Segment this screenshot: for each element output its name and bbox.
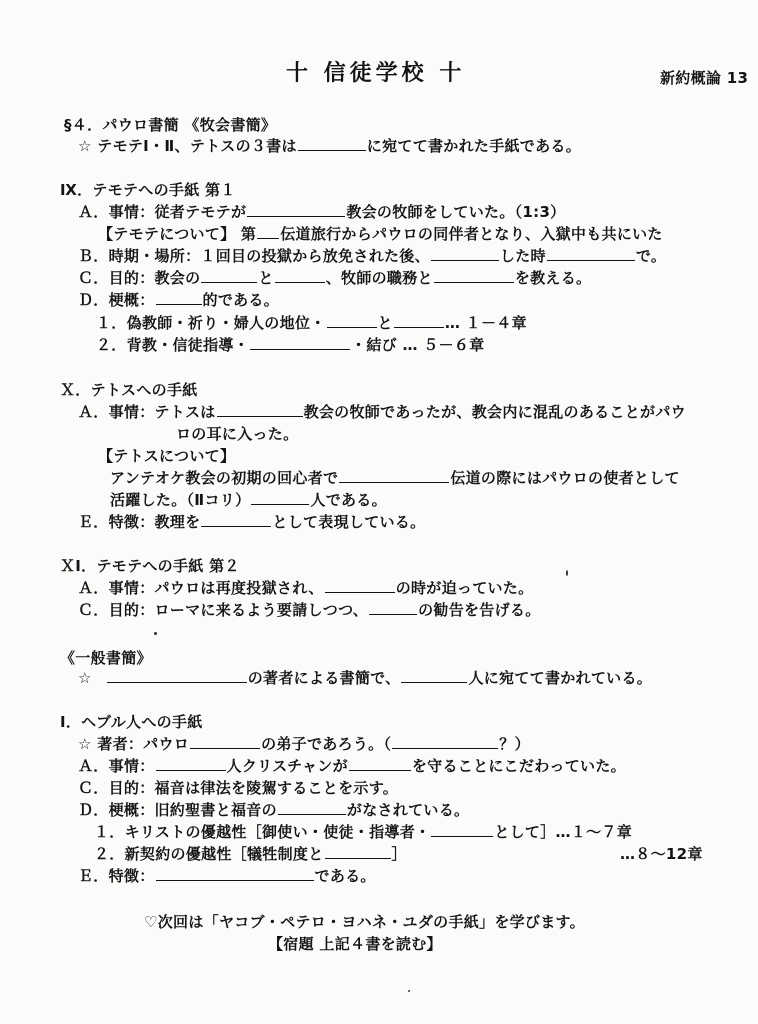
text: ☆: [78, 669, 92, 687]
blank: [257, 224, 279, 239]
s10-a-line: [78, 402, 686, 422]
s9-b-line: [78, 246, 666, 266]
text: 活躍した。（Ⅱコリ）: [110, 491, 251, 509]
scan-speck: [566, 570, 568, 576]
blank: [278, 800, 346, 815]
s9-d-line: [78, 290, 279, 310]
text: 【テモテについて】 第: [98, 225, 257, 243]
text: Ａ．事情：: [78, 757, 155, 775]
text: Ａ．事情：従者テモテが: [78, 203, 247, 221]
text: ☆ テモテⅠ・Ⅱ、テトスの３書は: [78, 137, 297, 155]
s1-d1-line: [94, 822, 632, 842]
text: した時: [499, 247, 546, 265]
s10-e-line: [78, 512, 425, 532]
blank: [401, 668, 467, 683]
text: Ｄ．梗概：: [78, 291, 155, 309]
s10-note-line-2: [110, 490, 387, 510]
homework-note: 【宿題 上記４書を読む】: [268, 935, 442, 953]
text: ？）: [499, 735, 530, 753]
text: に宛てて書かれた手紙である。: [366, 137, 581, 155]
blank: [339, 468, 449, 483]
text: アンテオケ教会の初期の回心者で: [110, 469, 339, 487]
page-title: 十 信徒学校 十: [286, 61, 466, 86]
text: 人クリスチャンが: [226, 757, 348, 775]
s9-note-line: [98, 224, 663, 244]
blank: [327, 313, 377, 328]
s10-note-line-1: [110, 468, 680, 488]
blank: [251, 490, 309, 505]
s1-star-line: [78, 734, 530, 754]
section-10-heading: Ｘ．テトスへの手紙: [60, 381, 198, 399]
blank: [275, 268, 325, 283]
text: を守ることにこだわっていた。: [411, 757, 626, 775]
blank: [156, 756, 226, 771]
text: として］…１～７章: [494, 823, 633, 841]
section-9-heading: Ⅸ．テモテへの手紙 第１: [60, 181, 236, 199]
text: ］: [391, 845, 407, 863]
section-4-star-line: [78, 136, 581, 156]
text: を教える。: [514, 269, 592, 287]
text: 的である。: [202, 291, 280, 309]
blank: [190, 734, 260, 749]
course-label: 新約概論 13: [660, 69, 749, 87]
text: で。: [635, 247, 667, 265]
s9-a-line: [78, 202, 566, 222]
text: Ｃ．目的：教会の: [78, 269, 201, 287]
text: として表現している。: [272, 513, 426, 531]
text: の著者による書簡で、: [247, 669, 401, 687]
text: の勧告を告げる。: [418, 601, 541, 619]
blank: [434, 268, 514, 283]
blank: [201, 512, 271, 527]
text: Ａ．事情：パウロは再度投獄され、: [78, 579, 324, 597]
general-star-line: [78, 668, 652, 688]
text: Ｂ．時期・場所：１回目の投獄から放免された後、: [78, 247, 430, 265]
blank: [431, 822, 493, 837]
scan-speck: [408, 990, 410, 992]
blank: [325, 844, 391, 859]
blank: [201, 268, 257, 283]
blank: [349, 756, 411, 771]
text: 人である。: [310, 491, 387, 509]
s1-d-line: [78, 800, 469, 820]
s1-d2-line: [94, 844, 407, 864]
s9-d1-line: [96, 313, 527, 333]
blank: [392, 734, 498, 749]
s10-a-cont: ロの耳に入った。: [176, 425, 299, 443]
next-lesson-note: ♡次回は「ヤコブ・ペテロ・ヨハネ・ユダの手紙」を学びます。: [144, 913, 585, 931]
blank: [107, 668, 247, 683]
s9-c-line: [78, 268, 591, 288]
blank: [298, 136, 366, 151]
blank: [156, 866, 314, 881]
text: の時が迫っていた。: [395, 579, 534, 597]
text: １．キリストの優越性［御使い・使徒・指導者・: [94, 823, 431, 841]
text: 人に宛てて書かれている。: [468, 669, 653, 687]
section-1-heading: Ⅰ．ヘブル人への手紙: [60, 713, 203, 731]
s9-d2-line: [96, 335, 484, 355]
text: … １－４章: [444, 314, 527, 332]
text: Ｃ．目的：ローマに来るよう要請しつつ、: [78, 601, 369, 619]
text: 教会の牧師であったが、教会内に混乱のあることがパウ: [303, 403, 686, 421]
s11-a-line: [78, 578, 533, 598]
blank: [431, 246, 499, 261]
text: 伝道の際にはパウロの使者として: [450, 469, 680, 487]
text: と: [258, 269, 274, 287]
s1-d2-chapters: …８～12章: [620, 845, 703, 863]
section-11-heading: ＸⅠ．テモテへの手紙 第２: [60, 557, 240, 575]
section-4-heading: §４．パウロ書簡 《牧会書簡》: [64, 116, 277, 134]
scan-speck: [154, 632, 157, 635]
text: Ａ．事情：テトスは: [78, 403, 216, 421]
text: 教会の牧師をしていた。（1:3）: [346, 203, 566, 221]
blank: [547, 246, 635, 261]
general-epistles-heading: 《一般書簡》: [60, 649, 152, 667]
blank: [217, 402, 303, 417]
text: である。: [314, 867, 376, 885]
text: ２．新契約の優越性［犠牲制度と: [94, 845, 324, 863]
blank: [156, 290, 202, 305]
blank: [250, 335, 350, 350]
text: ２．背教・信徒指導・: [96, 336, 250, 354]
text: がなされている。: [346, 801, 470, 819]
s10-note-title: 【テトスについて】: [98, 447, 236, 465]
blank: [369, 600, 417, 615]
text: Ｄ．梗概：旧約聖書と福音の: [78, 801, 277, 819]
blank: [394, 313, 444, 328]
text: Ｅ．特徴：: [78, 867, 155, 885]
blank: [325, 578, 395, 593]
text: 、牧師の職務と: [325, 269, 433, 287]
text: ☆ 著者：パウロ: [78, 735, 190, 753]
text: ・結び … ５－６章: [351, 336, 485, 354]
text: １．偽教師・祈り・婦人の地位・: [96, 314, 326, 332]
s1-e-line: [78, 866, 376, 886]
text: と: [377, 314, 393, 332]
blank: [247, 202, 345, 217]
s1-a-line: [78, 756, 626, 776]
text: の弟子であろう。（: [261, 735, 392, 753]
text: Ｅ．特徴：教理を: [78, 513, 201, 531]
text: 伝道旅行からパウロの同伴者となり、入獄中も共にいた: [280, 225, 663, 243]
s1-c-line: Ｃ．目的：福音は律法を陵駕することを示す。: [78, 779, 399, 797]
s11-c-line: [78, 600, 541, 620]
